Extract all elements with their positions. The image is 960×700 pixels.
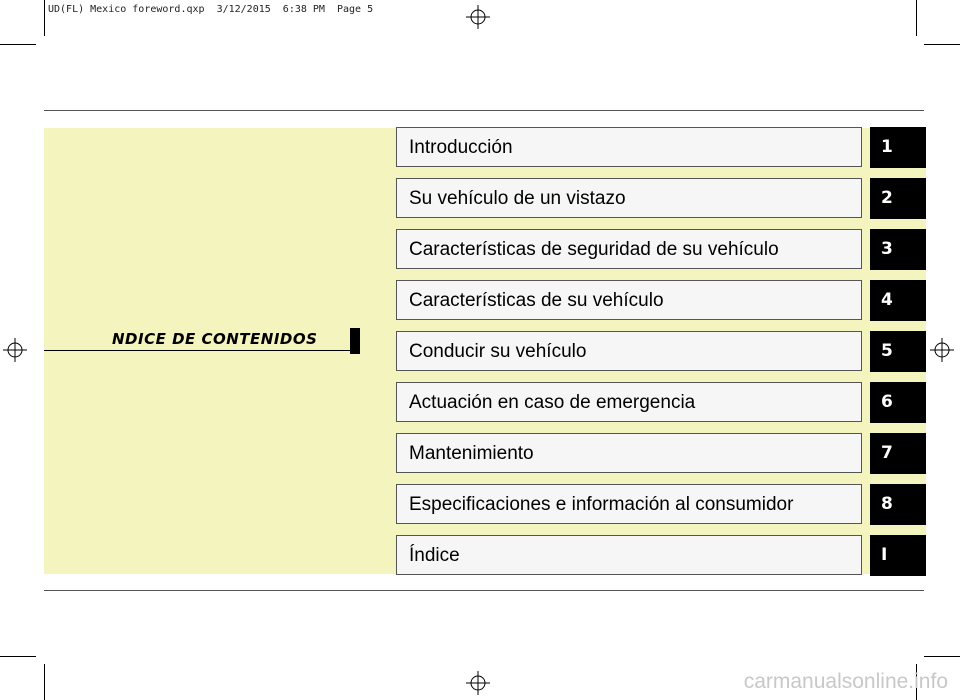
chapter-label: Índice: [409, 545, 460, 566]
chapter-label: Mantenimiento: [409, 443, 534, 464]
chapter-tab[interactable]: [870, 535, 926, 576]
top-rule: [44, 110, 924, 111]
chapter-number: 5: [881, 341, 893, 361]
chapter-number: 1: [881, 137, 893, 157]
chapter-tab[interactable]: [870, 331, 926, 372]
crop-mark: [916, 0, 917, 36]
chapter-number: 2: [881, 188, 893, 208]
registration-mark-icon: [466, 5, 490, 29]
chapter-label: Introducción: [409, 137, 513, 158]
chapter-number: 4: [881, 290, 893, 310]
crop-mark: [0, 656, 36, 657]
chapter-box: [396, 229, 862, 269]
crop-mark: [924, 44, 960, 45]
chapter-link-6[interactable]: [396, 382, 926, 424]
chapter-link-1[interactable]: [396, 127, 926, 169]
chapter-tab[interactable]: [870, 433, 926, 474]
chapter-box: [396, 484, 862, 524]
chapter-box: [396, 178, 862, 218]
chapter-label: Características de seguridad de su vehículo: [409, 239, 779, 260]
print-header: UD(FL) Mexico foreword.qxp 3/12/2015 6:38 PM Page 5: [48, 4, 374, 15]
chapter-tab[interactable]: [870, 280, 926, 321]
chapter-tab[interactable]: [870, 382, 926, 423]
chapter-tab[interactable]: [870, 127, 926, 168]
chapter-link-3[interactable]: [396, 229, 926, 271]
chapter-link-5[interactable]: [396, 331, 926, 373]
chapter-number: 6: [881, 392, 893, 412]
chapter-box: [396, 535, 862, 575]
chapter-label: Especificaciones e información al consumidor: [409, 494, 794, 515]
chapter-list: [396, 127, 926, 586]
chapter-box: [396, 331, 862, 371]
crop-mark: [44, 664, 45, 700]
bottom-rule: [44, 590, 924, 591]
chapter-box: [396, 127, 862, 167]
chapter-link-8[interactable]: [396, 484, 926, 526]
chapter-box: [396, 382, 862, 422]
chapter-tab[interactable]: [870, 484, 926, 525]
chapter-box: [396, 280, 862, 320]
registration-mark-icon: [3, 338, 27, 362]
registration-mark-icon: [930, 338, 954, 362]
chapter-link-7[interactable]: [396, 433, 926, 475]
chapter-label: Su vehículo de un vistazo: [409, 188, 626, 209]
chapter-tab[interactable]: [870, 229, 926, 270]
chapter-label: Conducir su vehículo: [409, 341, 587, 362]
chapter-link-4[interactable]: [396, 280, 926, 322]
crop-mark: [44, 0, 45, 36]
watermark: carmanualsonline.info: [743, 670, 948, 693]
chapter-link-2[interactable]: [396, 178, 926, 220]
toc-title-bar: [350, 328, 360, 354]
chapter-link-index[interactable]: [396, 535, 926, 577]
toc-title: NDICE DE CONTENIDOS: [112, 330, 318, 348]
chapter-label: Actuación en caso de emergencia: [409, 392, 696, 413]
chapter-number: 8: [881, 494, 893, 514]
chapter-number: 3: [881, 239, 893, 259]
chapter-label: Características de su vehículo: [409, 290, 664, 311]
registration-mark-icon: [466, 671, 490, 695]
crop-mark: [924, 656, 960, 657]
chapter-box: [396, 433, 862, 473]
chapter-tab[interactable]: [870, 178, 926, 219]
chapter-number: 7: [881, 443, 893, 463]
crop-mark: [0, 44, 36, 45]
chapter-number: I: [881, 545, 888, 565]
